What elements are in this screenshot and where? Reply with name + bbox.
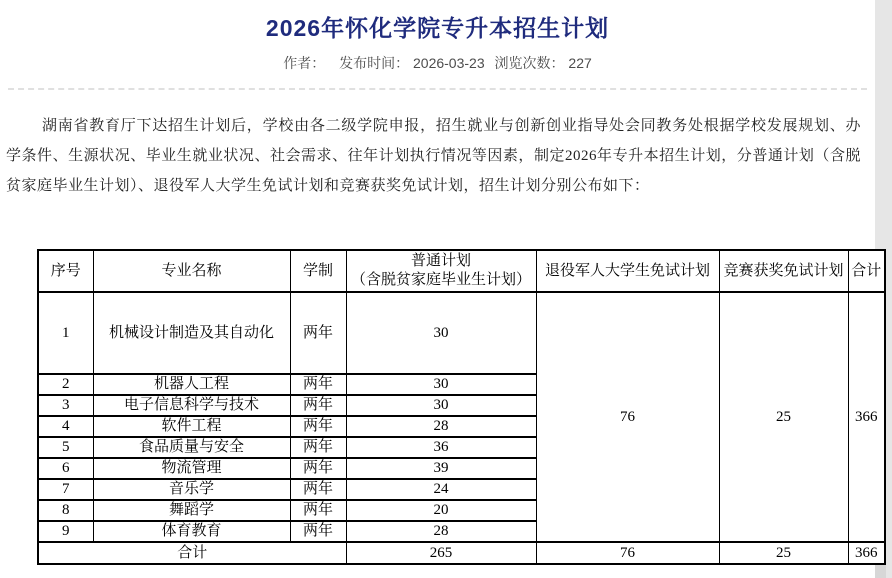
col-header-regular-line1: 普通计划 (410, 253, 471, 269)
cell-regular-plan: 30 (346, 374, 536, 395)
cell-major: 软件工程 (93, 416, 290, 437)
page-title: 2026年怀化学院专升本招生计划 (265, 15, 610, 41)
cell-major: 机器人工程 (93, 374, 290, 395)
cell-duration: 两年 (290, 437, 346, 458)
cell-duration: 两年 (290, 479, 346, 500)
col-header-duration: 学制 (290, 250, 346, 292)
enrollment-plan-table (37, 249, 886, 565)
cell-index: 4 (38, 416, 93, 437)
cell-duration: 两年 (290, 458, 346, 479)
footer-total-label: 合计 (38, 542, 346, 564)
article-meta (0, 54, 875, 72)
views-label: 浏览次数： (494, 55, 565, 71)
cell-major: 电子信息科学与技术 (93, 395, 290, 416)
cell-index: 3 (38, 395, 93, 416)
cell-regular-plan: 36 (346, 437, 536, 458)
cell-index: 1 (38, 292, 93, 374)
col-header-veteran: 退役军人大学生免试计划 (536, 250, 719, 292)
cell-index: 5 (38, 437, 93, 458)
table-footer-row (38, 542, 885, 564)
publish-label: 发布时间： (339, 55, 410, 71)
table-row (38, 292, 885, 374)
cell-duration: 两年 (290, 395, 346, 416)
cell-row-total-merged: 366 (848, 292, 885, 542)
cell-veteran-exempt-merged: 76 (536, 292, 719, 542)
cell-index: 7 (38, 479, 93, 500)
footer-competition-total: 25 (719, 542, 848, 564)
cell-major: 机械设计制造及其自动化 (93, 292, 290, 374)
views-count: 227 (568, 55, 592, 71)
cell-major: 物流管理 (93, 458, 290, 479)
col-header-total: 合计 (848, 250, 885, 292)
cell-duration: 两年 (290, 374, 346, 395)
cell-index: 8 (38, 500, 93, 521)
cell-regular-plan: 30 (346, 292, 536, 374)
cell-major: 食品质量与安全 (93, 437, 290, 458)
col-header-competition: 竞赛获奖免试计划 (719, 250, 848, 292)
cell-major: 音乐学 (93, 479, 290, 500)
cell-index: 9 (38, 521, 93, 542)
footer-grand-total: 366 (848, 542, 885, 564)
footer-veteran-total: 76 (536, 542, 719, 564)
cell-regular-plan: 28 (346, 416, 536, 437)
author-label: 作者： (283, 55, 326, 71)
col-header-regular-line2: （含脱贫家庭毕业生计划） (350, 272, 531, 288)
cell-regular-plan: 28 (346, 521, 536, 542)
col-header-index: 序号 (38, 250, 93, 292)
dashed-divider (8, 88, 867, 90)
cell-major: 体育教育 (93, 521, 290, 542)
footer-regular-total: 265 (346, 542, 536, 564)
cell-index: 2 (38, 374, 93, 395)
cell-duration: 两年 (290, 500, 346, 521)
cell-major: 舞蹈学 (93, 500, 290, 521)
cell-regular-plan: 39 (346, 458, 536, 479)
cell-duration: 两年 (290, 416, 346, 437)
cell-competition-exempt-merged: 25 (719, 292, 848, 542)
cell-duration: 两年 (290, 521, 346, 542)
publish-date: 2026-03-23 (413, 55, 485, 71)
col-header-regular (346, 250, 536, 292)
cell-regular-plan: 24 (346, 479, 536, 500)
table-header-row (38, 250, 885, 292)
col-header-major: 专业名称 (93, 250, 290, 292)
cell-duration: 两年 (290, 292, 346, 374)
intro-paragraph: 湖南省教育厅下达招生计划后，学校由各二级学院申报，招生就业与创新创业指导处会同教务处根据学校发展规划、办学条件、生源状况、毕业生就业状况、社会需求、往年计划执行情况等因素，制定2026年专升本招生计划，分普通计划（含脱贫家庭毕业生计划）、退役军人大学生免试计划和竞赛获奖免试计划，招生计划分别公布如下： (6, 118, 861, 194)
cell-regular-plan: 30 (346, 395, 536, 416)
cell-index: 6 (38, 458, 93, 479)
cell-regular-plan: 20 (346, 500, 536, 521)
